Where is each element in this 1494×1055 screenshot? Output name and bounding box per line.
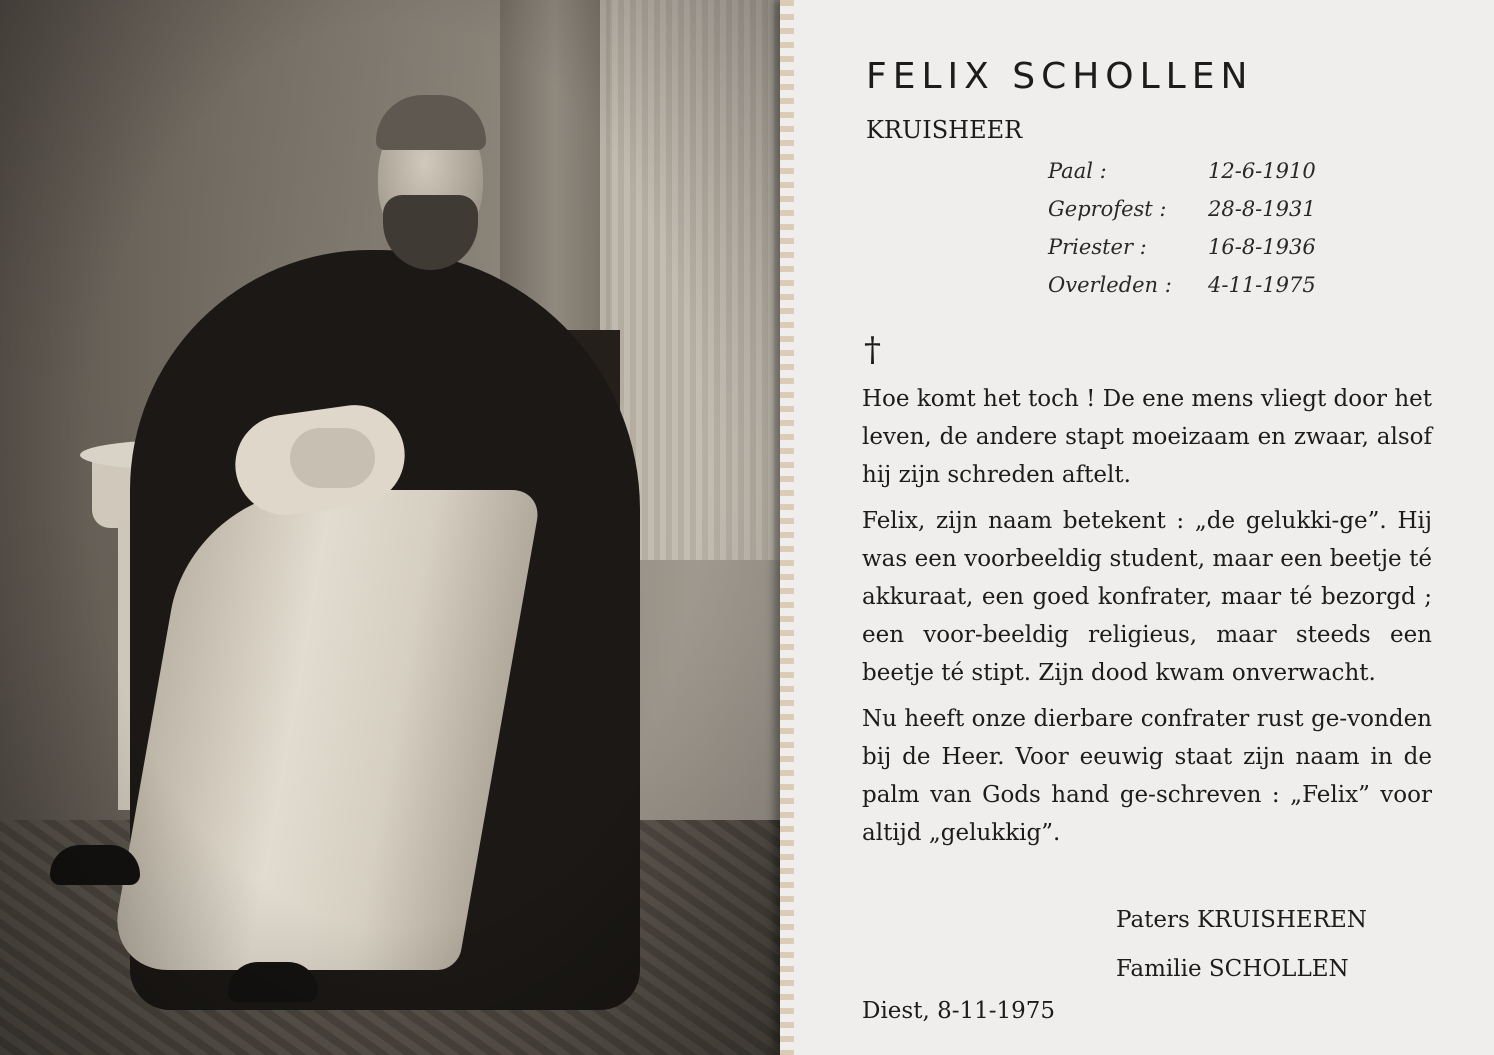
date-label: Geprofest : — [1048, 197, 1167, 221]
date-label: Overleden : — [1048, 273, 1172, 297]
date-label: Priester : — [1048, 235, 1147, 259]
date-row-ordination — [1048, 228, 1316, 266]
religious-order: KRUISHEER — [866, 116, 1023, 144]
paragraph: Hoe komt het toch ! De ene mens vliegt door het leven, de andere stapt moeizaam en zwaar, alsof hij zijn schreden aftelt. — [862, 386, 1432, 489]
paragraph: Felix, zijn naam betekent : „de gelukki-ge”. Hij was een voorbeeldig student, maar een beetje té akkuraat, een goed konfrater, maar té bezorgd ; een voor-beeldig religieus, maar steeds een beetje té stipt. Zijn dood kwam onverwacht. — [862, 507, 1432, 687]
memorial-card — [780, 0, 1494, 1055]
date-row-death — [1048, 266, 1316, 304]
date-row-birth — [1048, 152, 1316, 190]
date-value: 4-11-1975 — [1208, 273, 1316, 297]
signature-line: Familie SCHOLLEN — [1116, 956, 1349, 982]
date-value: 12-6-1910 — [1208, 159, 1316, 183]
signature-line: Paters KRUISHEREN — [1116, 907, 1367, 933]
memorial-text — [862, 380, 1432, 859]
deckled-edge — [780, 0, 794, 1055]
life-dates — [1048, 152, 1316, 304]
place-date: Diest, 8-11-1975 — [862, 998, 1056, 1024]
paragraph: Nu heeft onze dierbare confrater rust ge-vonden bij de Heer. Voor eeuwig staat zijn naam in de palm van Gods hand ge-schreven : „Felix” voor altijd „gelukkig”. — [862, 705, 1432, 847]
date-value: 28-8-1931 — [1208, 197, 1316, 221]
date-row-profession — [1048, 190, 1316, 228]
deceased-name: FELIX SCHOLLEN — [866, 56, 1254, 97]
date-value: 16-8-1936 — [1208, 235, 1316, 259]
cross-icon: † — [864, 330, 881, 370]
date-label: Paal : — [1048, 159, 1107, 183]
